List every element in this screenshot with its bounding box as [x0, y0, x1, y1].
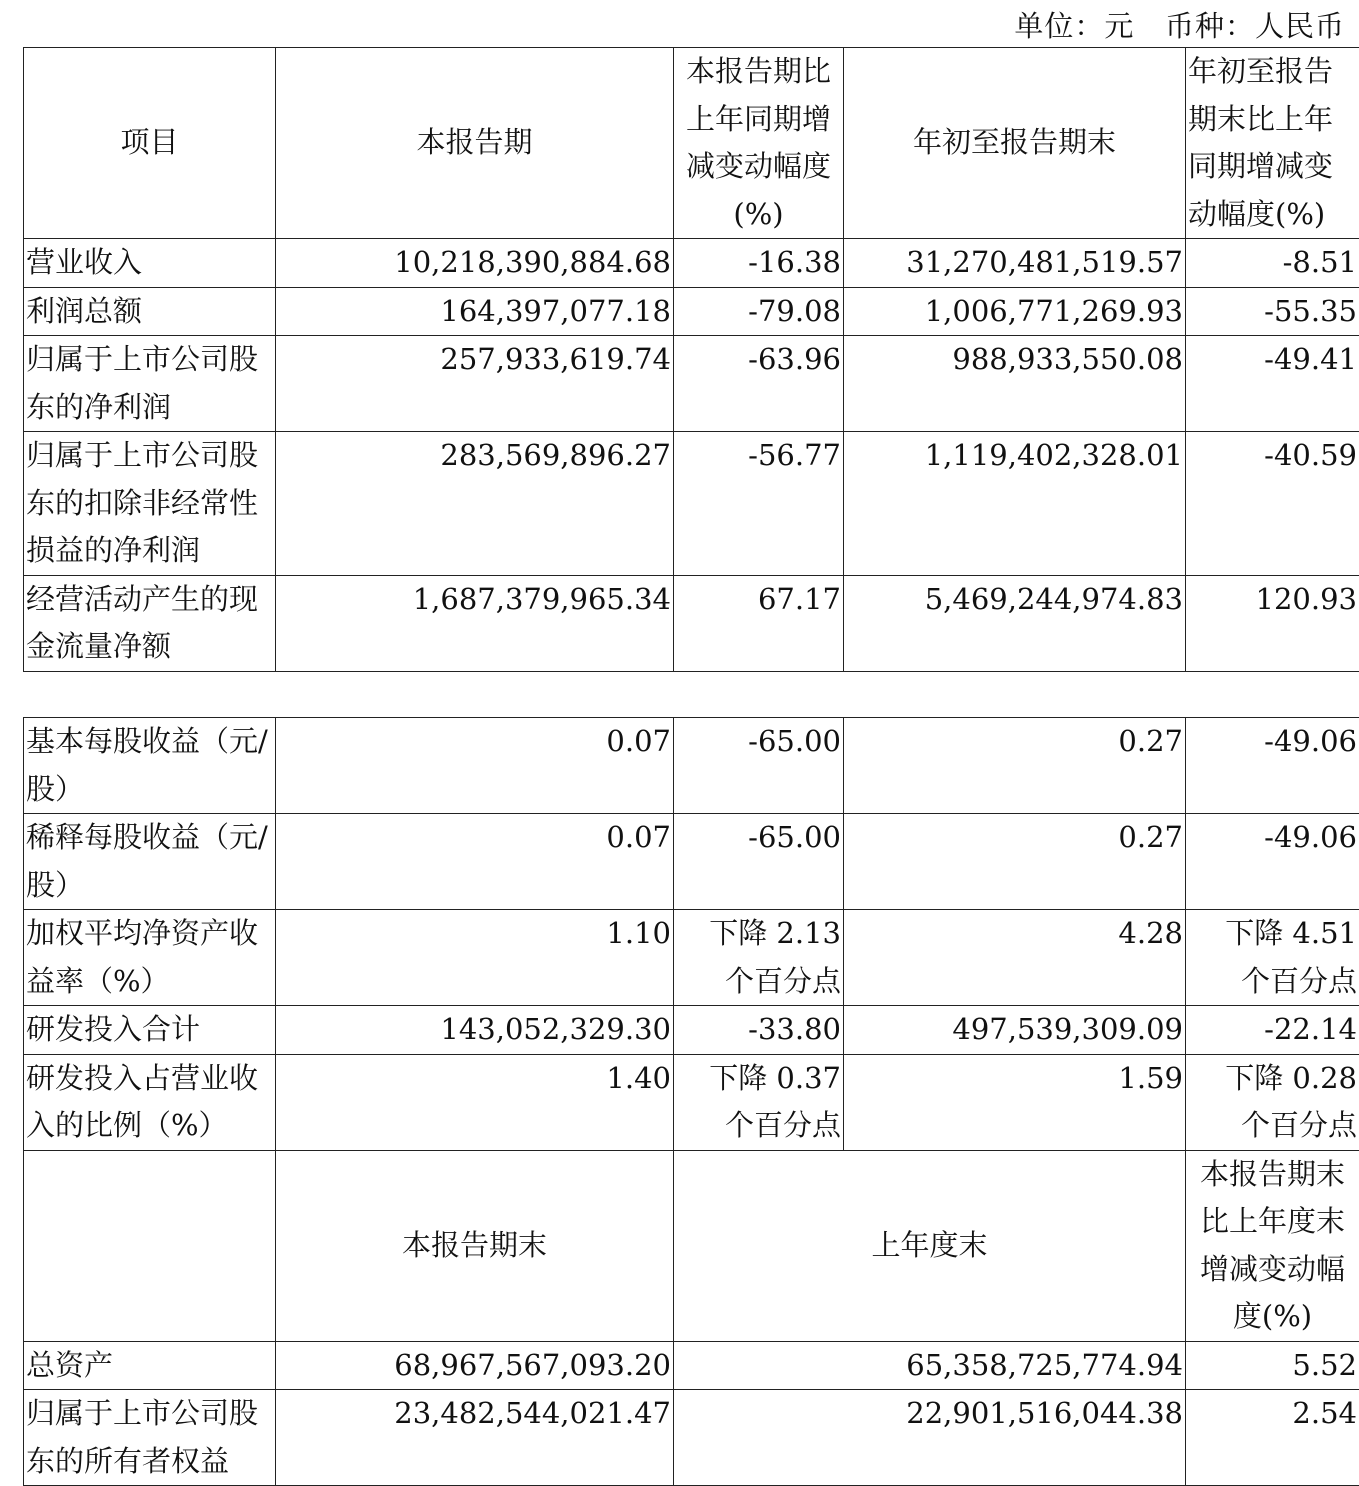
table-row	[24, 1390, 1359, 1486]
cell-change: 5.52	[1186, 1341, 1359, 1390]
cell-current-change: -79.08	[674, 287, 844, 336]
table-row	[24, 1006, 1359, 1055]
balance-header-change: 本报告期末比上年度末增减变动幅度(%)	[1186, 1150, 1359, 1341]
cell-ytd-change: -49.06	[1186, 718, 1359, 814]
cell-current: 1,687,379,965.34	[276, 575, 674, 671]
cell-period-end: 68,967,567,093.20	[276, 1341, 674, 1390]
cell-ytd: 4.28	[844, 910, 1186, 1006]
table-header-row	[24, 48, 1359, 239]
header-ytd: 年初至报告期末	[844, 48, 1186, 239]
table-row	[24, 287, 1359, 336]
unit-currency-note: 单位：元 币种：人民币	[1014, 4, 1345, 45]
cell-ytd-change: -8.51	[1186, 239, 1359, 288]
cell-ytd-change: -55.35	[1186, 287, 1359, 336]
row-item: 营业收入	[24, 239, 276, 288]
row-item: 归属于上市公司股东的所有者权益	[24, 1390, 276, 1486]
table-row	[24, 1341, 1359, 1390]
row-item: 经营活动产生的现金流量净额	[24, 575, 276, 671]
cell-change: 2.54	[1186, 1390, 1359, 1486]
cell-last-year-end: 65,358,725,774.94	[674, 1341, 1186, 1390]
row-item: 研发投入合计	[24, 1006, 276, 1055]
row-item: 总资产	[24, 1341, 276, 1390]
cell-current: 283,569,896.27	[276, 432, 674, 576]
cell-current-change: 下降 2.13 个百分点	[674, 910, 844, 1006]
cell-current: 0.07	[276, 814, 674, 910]
cell-current-change: -65.00	[674, 718, 844, 814]
cell-ytd-change: -49.41	[1186, 336, 1359, 432]
cell-ytd: 1.59	[844, 1054, 1186, 1150]
balance-header-row	[24, 1150, 1359, 1341]
table-row	[24, 910, 1359, 1006]
cell-period-end: 23,482,544,021.47	[276, 1390, 674, 1486]
row-item: 基本每股收益（元/股）	[24, 718, 276, 814]
balance-header-item	[24, 1150, 276, 1341]
cell-ytd-change: -40.59	[1186, 432, 1359, 576]
table-row	[24, 1054, 1359, 1150]
cell-ytd-change: 120.93	[1186, 575, 1359, 671]
cell-ytd-change: -49.06	[1186, 814, 1359, 910]
row-item: 归属于上市公司股东的净利润	[24, 336, 276, 432]
header-item: 项目	[24, 48, 276, 239]
cell-current-change: 下降 0.37 个百分点	[674, 1054, 844, 1150]
cell-current-change: -63.96	[674, 336, 844, 432]
cell-current-change: -33.80	[674, 1006, 844, 1055]
row-item: 归属于上市公司股东的扣除非经常性损益的净利润	[24, 432, 276, 576]
cell-current-change: -16.38	[674, 239, 844, 288]
cell-current: 1.10	[276, 910, 674, 1006]
cell-ytd: 0.27	[844, 718, 1186, 814]
financial-table-secondary	[23, 717, 1359, 1486]
cell-ytd: 497,539,309.09	[844, 1006, 1186, 1055]
cell-ytd: 988,933,550.08	[844, 336, 1186, 432]
financial-table-main	[23, 47, 1359, 672]
table-row	[24, 814, 1359, 910]
cell-ytd: 5,469,244,974.83	[844, 575, 1186, 671]
header-current-period: 本报告期	[276, 48, 674, 239]
header-current-change: 本报告期比上年同期增减变动幅度(%)	[674, 48, 844, 239]
balance-header-period-end: 本报告期末	[276, 1150, 674, 1341]
header-ytd-change: 年初至报告期末比上年同期增减变动幅度(%)	[1186, 48, 1359, 239]
cell-current-change: 67.17	[674, 575, 844, 671]
cell-ytd-change: 下降 0.28 个百分点	[1186, 1054, 1359, 1150]
cell-current: 143,052,329.30	[276, 1006, 674, 1055]
row-item: 加权平均净资产收益率（%）	[24, 910, 276, 1006]
cell-current: 1.40	[276, 1054, 674, 1150]
row-item: 研发投入占营业收入的比例（%）	[24, 1054, 276, 1150]
cell-ytd: 0.27	[844, 814, 1186, 910]
cell-current: 257,933,619.74	[276, 336, 674, 432]
cell-current: 10,218,390,884.68	[276, 239, 674, 288]
cell-ytd-change: 下降 4.51 个百分点	[1186, 910, 1359, 1006]
cell-last-year-end: 22,901,516,044.38	[674, 1390, 1186, 1486]
cell-current: 0.07	[276, 718, 674, 814]
table-row	[24, 336, 1359, 432]
table-row	[24, 432, 1359, 576]
row-item: 利润总额	[24, 287, 276, 336]
cell-ytd: 31,270,481,519.57	[844, 239, 1186, 288]
cell-ytd: 1,006,771,269.93	[844, 287, 1186, 336]
cell-current: 164,397,077.18	[276, 287, 674, 336]
table-row	[24, 718, 1359, 814]
table-row	[24, 575, 1359, 671]
row-item: 稀释每股收益（元/股）	[24, 814, 276, 910]
table-row	[24, 239, 1359, 288]
cell-ytd-change: -22.14	[1186, 1006, 1359, 1055]
cell-ytd: 1,119,402,328.01	[844, 432, 1186, 576]
cell-current-change: -56.77	[674, 432, 844, 576]
cell-current-change: -65.00	[674, 814, 844, 910]
balance-header-last-year-end: 上年度末	[674, 1150, 1186, 1341]
